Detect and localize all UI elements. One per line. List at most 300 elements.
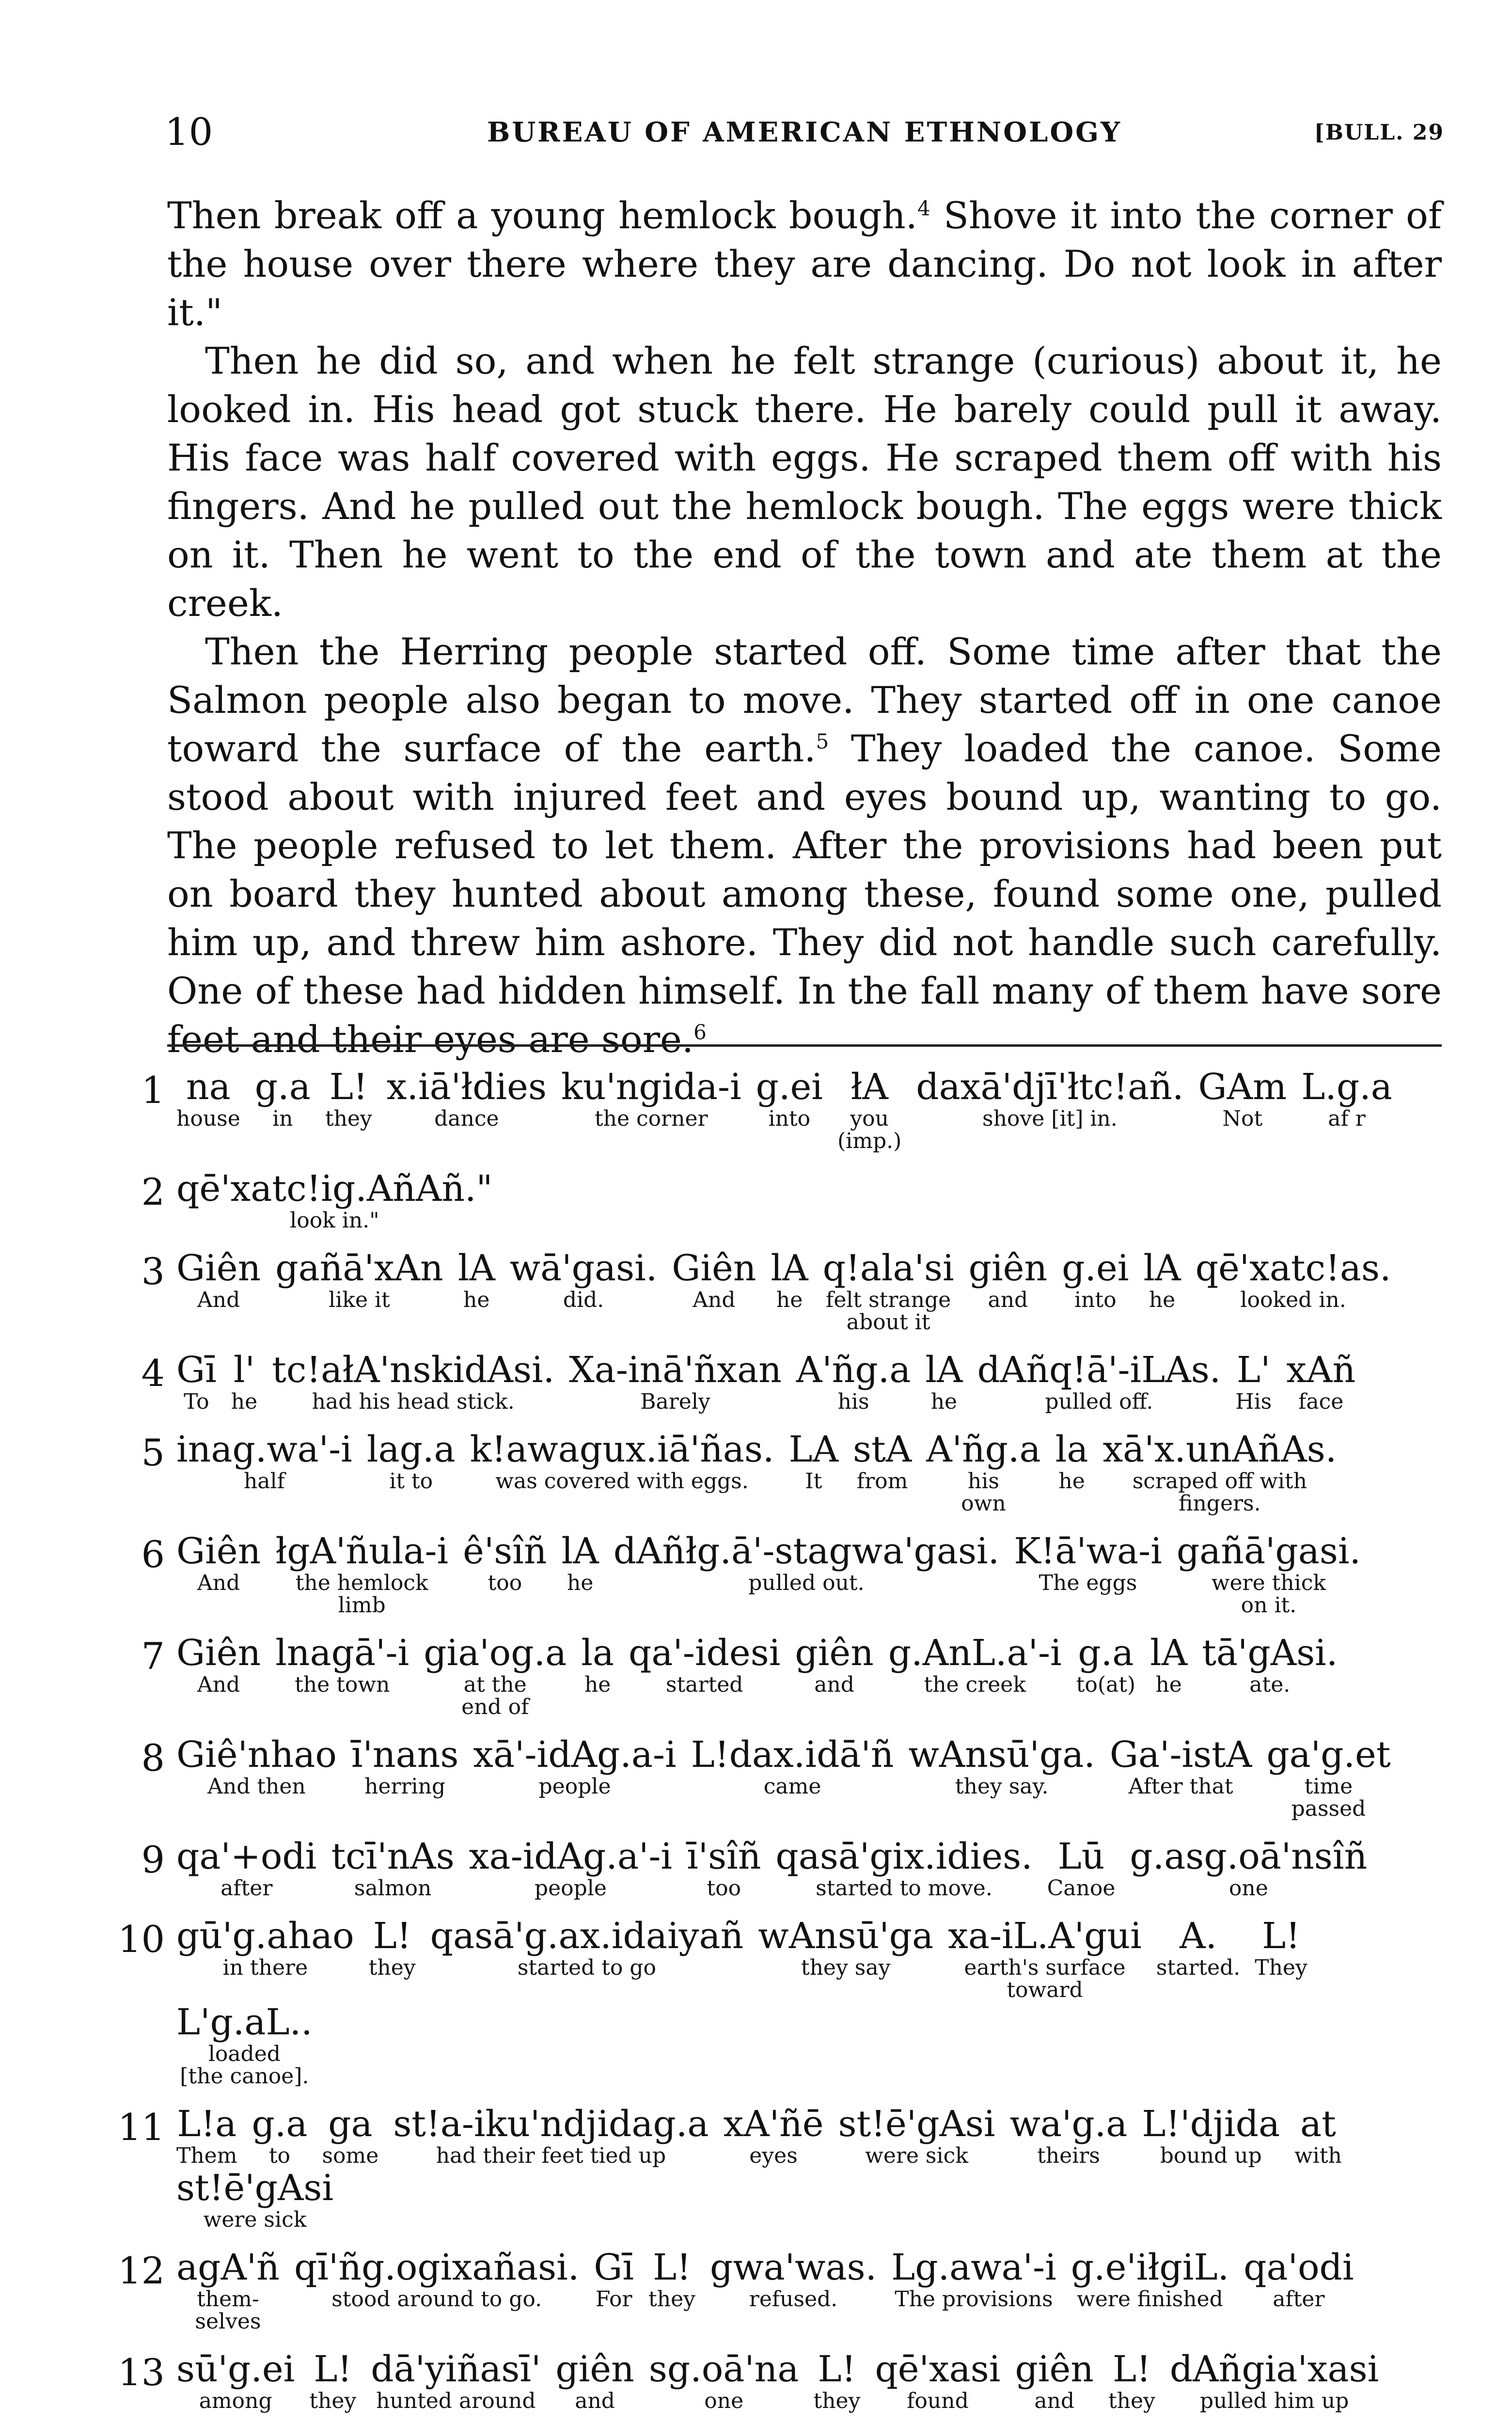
word-gloss-pair bbox=[1102, 1429, 1337, 1515]
word-gloss-pair bbox=[176, 1168, 493, 1232]
haida-word: L.g.a bbox=[1301, 1066, 1392, 1108]
english-gloss: he bbox=[231, 1389, 258, 1414]
english-gloss: at the end of bbox=[461, 1672, 529, 1719]
word-gloss-pair bbox=[823, 1247, 954, 1334]
word-gloss-pair bbox=[294, 2247, 579, 2311]
word-gloss-pair bbox=[176, 1734, 337, 1798]
haida-word: lag.a bbox=[366, 1429, 456, 1470]
english-gloss: they bbox=[309, 2389, 357, 2413]
word-gloss-pair bbox=[510, 1247, 657, 1311]
word-gloss-pair bbox=[771, 1247, 808, 1311]
haida-word: qa'-idesi bbox=[629, 1632, 781, 1674]
interlinear-line bbox=[111, 1168, 1449, 1232]
word-gloss-pair bbox=[387, 1066, 547, 1130]
english-gloss: the town bbox=[295, 1672, 390, 1697]
haida-word: Giên bbox=[176, 1530, 261, 1572]
haida-word: q!ala'si bbox=[822, 1247, 954, 1289]
english-gloss: scraped off with fingers. bbox=[1132, 1469, 1307, 1516]
english-gloss: The provisions bbox=[895, 2287, 1053, 2312]
haida-word: st!a-iku'ndjidag.a bbox=[393, 2103, 709, 2145]
english-gloss: them- selves bbox=[195, 2287, 261, 2334]
line-number: 1 bbox=[141, 1069, 165, 1112]
line-number: 11 bbox=[118, 2106, 165, 2149]
word-gloss-pair bbox=[176, 1247, 261, 1311]
word-gloss-pair bbox=[1076, 1632, 1135, 1696]
word-gloss-pair bbox=[309, 2348, 356, 2412]
english-gloss: The eggs bbox=[1039, 1571, 1137, 1595]
translation-prose bbox=[167, 191, 1442, 1064]
line-number: 13 bbox=[118, 2351, 165, 2394]
word-gloss-pair bbox=[908, 1734, 1095, 1798]
haida-word: xā'x.unAñAs. bbox=[1102, 1429, 1337, 1470]
haida-word: A'ñg.a bbox=[796, 1349, 911, 1391]
haida-word: ga'g.et bbox=[1266, 1734, 1391, 1776]
haida-word: lA bbox=[1150, 1632, 1188, 1674]
english-gloss: they bbox=[648, 2287, 695, 2312]
english-gloss: they bbox=[813, 2389, 861, 2413]
word-gloss-pair bbox=[1177, 1530, 1361, 1617]
word-gloss-pair bbox=[367, 1429, 456, 1493]
haida-word: lA bbox=[561, 1530, 599, 1572]
haida-word: inag.wa'-i bbox=[176, 1429, 352, 1470]
english-gloss: For bbox=[595, 2287, 632, 2312]
english-gloss: the creek bbox=[924, 1672, 1026, 1697]
haida-word: g.ei bbox=[1062, 1247, 1129, 1289]
english-gloss: they bbox=[1108, 2389, 1155, 2413]
word-gloss-pair bbox=[1071, 2247, 1229, 2311]
word-gloss-pair bbox=[853, 1429, 912, 1493]
haida-word: lnagā'-i bbox=[275, 1632, 410, 1674]
word-gloss-pair bbox=[1235, 1349, 1272, 1413]
haida-word: la bbox=[1055, 1429, 1088, 1470]
line-number: 6 bbox=[141, 1533, 165, 1576]
interlinear-line bbox=[111, 2348, 1449, 2412]
interlinear-line bbox=[111, 2247, 1449, 2333]
english-gloss: And then bbox=[207, 1774, 306, 1799]
haida-word: g.AnL.a'-i bbox=[888, 1632, 1062, 1674]
english-gloss: one bbox=[1228, 1876, 1268, 1901]
line-number: 10 bbox=[118, 1918, 165, 1961]
haida-word: lA bbox=[771, 1247, 808, 1289]
word-gloss-pair bbox=[255, 1066, 311, 1130]
word-gloss-pair bbox=[1062, 1247, 1129, 1311]
word-gloss-pair bbox=[926, 1429, 1040, 1515]
haida-word: ê'sîñ bbox=[463, 1530, 547, 1572]
interlinear-line bbox=[111, 1915, 1449, 2088]
haida-word: A. bbox=[1180, 1915, 1217, 1957]
word-gloss-pair bbox=[838, 2103, 995, 2167]
english-gloss: Canoe bbox=[1047, 1876, 1116, 1901]
english-gloss: They bbox=[1255, 1955, 1307, 1980]
word-gloss-pair bbox=[1150, 1632, 1187, 1696]
haida-word: xa-idAg.a'-i bbox=[469, 1836, 673, 1877]
english-gloss: started bbox=[665, 1672, 743, 1697]
english-gloss: came bbox=[763, 1774, 821, 1799]
footnote-ref: 6 bbox=[693, 1020, 707, 1044]
prose-text: Then he did so, and when he felt strange (curious) about it, he looked in. His head got stuck there. He barely could pull it away. His face was half covered with eggs. He scraped them off with his fingers. And he pulled out the hemlock bough. The eggs were thick on it. Then he went to the end of the town and ate them at the creek. bbox=[167, 339, 1442, 625]
word-gloss-pair bbox=[231, 1349, 257, 1413]
haida-word: daxā'djī'łtc!añ. bbox=[916, 1066, 1184, 1108]
english-gloss: it to bbox=[389, 1469, 433, 1494]
english-gloss: theirs bbox=[1037, 2143, 1100, 2168]
interlinear-line bbox=[111, 1247, 1449, 1334]
word-gloss-pair bbox=[837, 1066, 901, 1152]
interlinear-line bbox=[111, 1632, 1449, 1718]
page-number: 10 bbox=[165, 110, 213, 154]
line-number: 7 bbox=[141, 1635, 165, 1678]
haida-word: st!ē'gAsi bbox=[838, 2103, 995, 2145]
word-gloss-pair bbox=[629, 1632, 780, 1696]
haida-word: giên bbox=[968, 1247, 1048, 1289]
word-gloss-pair bbox=[796, 1349, 911, 1413]
haida-word: giên bbox=[795, 1632, 874, 1674]
word-gloss-pair bbox=[594, 2247, 634, 2311]
english-gloss: he bbox=[1155, 1672, 1182, 1697]
english-gloss: loaded [the canoe]. bbox=[180, 2042, 309, 2089]
haida-word: Lū bbox=[1057, 1836, 1105, 1877]
word-gloss-pair bbox=[1301, 1066, 1392, 1130]
word-gloss-pair bbox=[1010, 2103, 1128, 2167]
haida-word: L' bbox=[1237, 1349, 1271, 1391]
haida-word: k!awagux.iā'ñas. bbox=[470, 1429, 774, 1470]
word-gloss-pair bbox=[275, 1632, 409, 1696]
interlinear-line bbox=[111, 1836, 1449, 1900]
haida-word: L! bbox=[653, 2247, 691, 2288]
english-gloss: into bbox=[1074, 1288, 1117, 1312]
word-gloss-pair bbox=[176, 1349, 217, 1413]
haida-word: tc!ałA'nskidAsi. bbox=[272, 1349, 555, 1391]
word-gloss-pair bbox=[795, 1632, 874, 1696]
word-gloss-pair bbox=[325, 1066, 372, 1130]
english-gloss: shove [it] in. bbox=[982, 1106, 1118, 1131]
english-gloss: and bbox=[575, 2389, 615, 2413]
word-gloss-pair bbox=[176, 1632, 261, 1696]
word-gloss-pair bbox=[977, 1349, 1221, 1413]
haida-word: gia'og.a bbox=[424, 1632, 567, 1674]
word-gloss-pair bbox=[176, 1836, 316, 1900]
word-gloss-pair bbox=[948, 1915, 1142, 2001]
haida-word: qē'xatc!ig.AñAñ." bbox=[176, 1168, 493, 1210]
haida-word: L!'djida bbox=[1142, 2103, 1280, 2145]
english-gloss: he bbox=[776, 1288, 803, 1312]
english-gloss: house bbox=[176, 1106, 240, 1131]
haida-word: wa'g.a bbox=[1009, 2103, 1128, 2145]
english-gloss: were finished bbox=[1077, 2287, 1223, 2312]
english-gloss: he bbox=[1058, 1469, 1085, 1494]
word-gloss-pair bbox=[371, 2348, 541, 2412]
english-gloss: among bbox=[199, 2389, 272, 2413]
english-gloss: he bbox=[584, 1672, 611, 1697]
english-gloss: some bbox=[322, 2143, 379, 2168]
haida-word: g.a bbox=[254, 1066, 311, 1108]
english-gloss: from bbox=[856, 1469, 908, 1494]
english-gloss: pulled out. bbox=[748, 1571, 865, 1595]
haida-word: gañā'gasi. bbox=[1176, 1530, 1361, 1572]
haida-word: qasā'gix.idies. bbox=[775, 1836, 1033, 1877]
haida-word: L! bbox=[373, 1915, 411, 1957]
haida-word: ku'ngida-i bbox=[561, 1066, 741, 1108]
english-gloss: after bbox=[220, 1876, 273, 1901]
haida-word: ga bbox=[328, 2103, 373, 2145]
haida-word: xAñ bbox=[1286, 1349, 1356, 1391]
line-number: 4 bbox=[141, 1352, 165, 1395]
haida-word: sū'g.ei bbox=[176, 2348, 295, 2390]
haida-word: Xa-inā'ñxan bbox=[569, 1349, 782, 1391]
word-gloss-pair bbox=[176, 2167, 333, 2231]
english-gloss: After that bbox=[1128, 1774, 1233, 1799]
english-gloss: the corner bbox=[594, 1106, 708, 1131]
word-gloss-pair bbox=[463, 1530, 547, 1594]
english-gloss: people bbox=[538, 1774, 611, 1799]
english-gloss: And bbox=[693, 1288, 736, 1312]
prose-paragraph bbox=[167, 628, 1442, 1064]
haida-word: sg.oā'na bbox=[648, 2348, 799, 2390]
word-gloss-pair bbox=[569, 1349, 782, 1413]
word-gloss-pair bbox=[916, 1066, 1183, 1130]
footnote-ref: 5 bbox=[816, 729, 829, 754]
word-gloss-pair bbox=[176, 2247, 280, 2333]
english-gloss: had their feet tied up bbox=[436, 2143, 666, 2168]
word-gloss-pair bbox=[925, 1349, 962, 1413]
word-gloss-pair bbox=[614, 1530, 999, 1594]
word-gloss-pair bbox=[393, 2103, 709, 2167]
haida-word: Gī bbox=[176, 1349, 217, 1391]
haida-word: lA bbox=[1143, 1247, 1181, 1289]
haida-word: qasā'g.ax.idaiyañ bbox=[430, 1915, 744, 1957]
english-gloss: salmon bbox=[354, 1876, 432, 1901]
english-gloss: It bbox=[805, 1469, 822, 1494]
english-gloss: had his head stick. bbox=[312, 1389, 515, 1414]
english-gloss: did. bbox=[563, 1288, 604, 1312]
word-gloss-pair bbox=[1286, 1349, 1355, 1413]
english-gloss: Them bbox=[176, 2143, 237, 2168]
english-gloss: felt strange about it bbox=[826, 1288, 951, 1335]
word-gloss-pair bbox=[1047, 1836, 1116, 1900]
haida-word: dAñq!ā'-iLAs. bbox=[977, 1349, 1221, 1391]
english-gloss: ate. bbox=[1249, 1672, 1291, 1697]
haida-word: dā'yiñasī' bbox=[371, 2348, 541, 2390]
english-gloss: stood around to go. bbox=[331, 2287, 542, 2312]
section-divider bbox=[167, 1044, 1442, 1047]
english-gloss: bound up bbox=[1160, 2143, 1262, 2168]
word-gloss-pair bbox=[1108, 2348, 1155, 2412]
english-gloss: look in." bbox=[290, 1208, 379, 1233]
english-gloss: was covered with eggs. bbox=[495, 1469, 749, 1494]
haida-word: xa-iL.A'gui bbox=[948, 1915, 1142, 1957]
haida-word: wAnsū'ga. bbox=[908, 1734, 1095, 1776]
haida-word: xā'-idAg.a-i bbox=[473, 1734, 677, 1776]
footnote-ref: 4 bbox=[917, 196, 930, 220]
word-gloss-pair bbox=[470, 1429, 774, 1493]
english-gloss: he bbox=[567, 1571, 594, 1595]
haida-word: dAñgia'xasi bbox=[1169, 2348, 1379, 2390]
english-gloss: you (imp.) bbox=[837, 1106, 902, 1153]
english-gloss: in there bbox=[222, 1955, 308, 1980]
english-gloss: pulled him up bbox=[1199, 2389, 1349, 2413]
interlinear-line bbox=[111, 1734, 1449, 1820]
haida-word: LA bbox=[788, 1429, 839, 1470]
word-gloss-pair bbox=[1196, 1247, 1391, 1311]
haida-word: GAm bbox=[1198, 1066, 1287, 1108]
page-header bbox=[165, 110, 1444, 154]
word-gloss-pair bbox=[1015, 2348, 1094, 2412]
haida-word: l' bbox=[233, 1349, 255, 1391]
word-gloss-pair bbox=[458, 1247, 495, 1311]
english-gloss: his bbox=[837, 1389, 869, 1414]
haida-word: ī'sîñ bbox=[687, 1836, 761, 1877]
english-gloss: eyes bbox=[749, 2143, 798, 2168]
word-gloss-pair bbox=[969, 1247, 1048, 1311]
word-gloss-pair bbox=[724, 2103, 824, 2167]
word-gloss-pair bbox=[555, 2348, 634, 2412]
word-gloss-pair bbox=[648, 2247, 695, 2311]
haida-word: L!dax.idā'ñ bbox=[691, 1734, 894, 1776]
word-gloss-pair bbox=[1244, 2247, 1354, 2311]
haida-word: L! bbox=[329, 1066, 368, 1108]
english-gloss: and bbox=[814, 1672, 854, 1697]
haida-word: na bbox=[186, 1066, 231, 1108]
haida-word: Gī bbox=[594, 2247, 634, 2288]
english-gloss: and bbox=[1034, 2389, 1075, 2413]
word-gloss-pair bbox=[322, 2103, 378, 2167]
english-gloss: and bbox=[988, 1288, 1028, 1312]
line-number: 3 bbox=[141, 1250, 165, 1293]
english-gloss: His bbox=[1235, 1389, 1272, 1414]
word-gloss-pair bbox=[1142, 2103, 1280, 2167]
haida-word: łA bbox=[850, 1066, 888, 1108]
haida-word: gañā'xAn bbox=[275, 1247, 443, 1289]
english-gloss: hunted around bbox=[376, 2389, 536, 2413]
word-gloss-pair bbox=[176, 1915, 354, 1979]
english-gloss: face bbox=[1298, 1389, 1344, 1414]
haida-word: g.a bbox=[252, 2103, 308, 2145]
word-gloss-pair bbox=[176, 1530, 261, 1594]
haida-word: tā'gAsi. bbox=[1202, 1632, 1338, 1674]
word-gloss-pair bbox=[788, 1429, 838, 1493]
word-gloss-pair bbox=[649, 2348, 799, 2412]
prose-text: Shove it into the corner of the house over there where they are dancing. Do not look in after it." bbox=[167, 194, 1442, 334]
haida-word: x.iā'łdies bbox=[386, 1066, 547, 1108]
bulletin-number: [BULL. 29 bbox=[1314, 120, 1444, 145]
haida-word: g.a bbox=[1078, 1632, 1134, 1674]
haida-word: g.ei bbox=[756, 1066, 823, 1108]
haida-word: L! bbox=[314, 2348, 352, 2390]
word-gloss-pair bbox=[369, 1915, 416, 1979]
word-gloss-pair bbox=[1055, 1429, 1088, 1493]
word-gloss-pair bbox=[1130, 1836, 1367, 1900]
haida-word: qē'xatc!as. bbox=[1195, 1247, 1391, 1289]
haida-word: L! bbox=[818, 2348, 856, 2390]
word-gloss-pair bbox=[775, 1836, 1032, 1900]
running-title: BUREAU OF AMERICAN ETHNOLOGY bbox=[487, 116, 1122, 148]
word-gloss-pair bbox=[758, 1915, 933, 1979]
haida-word: K!ā'wa-i bbox=[1014, 1530, 1162, 1572]
haida-word: at bbox=[1300, 2103, 1336, 2145]
word-gloss-pair bbox=[176, 2103, 237, 2167]
word-gloss-pair bbox=[176, 1429, 352, 1493]
english-gloss: after bbox=[1273, 2287, 1325, 2312]
english-gloss: the hemlock limb bbox=[295, 1571, 428, 1618]
english-gloss: too bbox=[488, 1571, 522, 1595]
haida-word: agA'ñ bbox=[176, 2247, 280, 2288]
english-gloss: one bbox=[704, 2389, 744, 2413]
english-gloss: And bbox=[197, 1571, 240, 1595]
haida-word: lA bbox=[925, 1349, 963, 1391]
word-gloss-pair bbox=[1198, 1066, 1287, 1130]
word-gloss-pair bbox=[1014, 1530, 1162, 1594]
word-gloss-pair bbox=[351, 1734, 458, 1798]
word-gloss-pair bbox=[756, 1066, 823, 1130]
english-gloss: herring bbox=[364, 1774, 446, 1799]
word-gloss-pair bbox=[252, 2103, 307, 2167]
english-gloss: And bbox=[197, 1672, 240, 1697]
english-gloss: he bbox=[463, 1288, 490, 1312]
interlinear-line bbox=[111, 1530, 1449, 1617]
line-number: 5 bbox=[141, 1431, 165, 1474]
prose-text: Then the Herring people started off. Some time after that the Salmon people also began to move. They started off in one canoe toward the surface of the earth. bbox=[167, 630, 1442, 770]
prose-paragraph bbox=[167, 337, 1442, 628]
haida-word: Lg.awa'-i bbox=[891, 2247, 1056, 2288]
haida-word: tcī'nAs bbox=[331, 1836, 455, 1877]
word-gloss-pair bbox=[473, 1734, 676, 1798]
haida-word: stA bbox=[853, 1429, 912, 1470]
english-gloss: were sick bbox=[203, 2207, 307, 2232]
word-gloss-pair bbox=[561, 1066, 741, 1130]
haida-word: L! bbox=[1262, 1915, 1300, 1957]
english-gloss: found bbox=[907, 2389, 969, 2413]
english-gloss: started to move. bbox=[816, 1876, 992, 1901]
english-gloss: like it bbox=[329, 1288, 390, 1312]
word-gloss-pair bbox=[1156, 1915, 1240, 1979]
english-gloss: in bbox=[272, 1106, 293, 1131]
haida-word: g.e'iłgiL. bbox=[1071, 2247, 1229, 2288]
english-gloss: pulled off. bbox=[1045, 1389, 1153, 1414]
english-gloss: they say. bbox=[955, 1774, 1049, 1799]
haida-word: L'g.aL.. bbox=[176, 2001, 313, 2043]
english-gloss: too bbox=[707, 1876, 741, 1901]
haida-word: st!ē'gAsi bbox=[176, 2167, 334, 2209]
line-number: 2 bbox=[141, 1170, 165, 1213]
word-gloss-pair bbox=[891, 2247, 1056, 2311]
line-number: 8 bbox=[141, 1736, 165, 1779]
haida-word: L! bbox=[1112, 2348, 1151, 2390]
english-gloss: his own bbox=[961, 1469, 1006, 1516]
word-gloss-pair bbox=[424, 1632, 567, 1718]
word-gloss-pair bbox=[1110, 1734, 1252, 1798]
prose-text: Then break off a young hemlock bough. bbox=[167, 194, 917, 237]
english-gloss: to(at) bbox=[1076, 1672, 1136, 1697]
english-gloss: were thick on it. bbox=[1211, 1571, 1326, 1618]
english-gloss: earth's surface toward bbox=[964, 1955, 1126, 2002]
english-gloss: started to go bbox=[517, 1955, 657, 1980]
word-gloss-pair bbox=[581, 1632, 614, 1696]
haida-word: qē'xasi bbox=[875, 2348, 1001, 2390]
english-gloss: with bbox=[1294, 2143, 1342, 2168]
interlinear-line bbox=[111, 1066, 1449, 1152]
english-gloss: Not bbox=[1222, 1106, 1263, 1131]
prose-paragraph bbox=[167, 191, 1442, 337]
word-gloss-pair bbox=[176, 1066, 240, 1130]
english-gloss: they bbox=[368, 1955, 416, 1980]
word-gloss-pair bbox=[687, 1836, 761, 1900]
haida-word: wAnsū'ga bbox=[758, 1915, 934, 1957]
english-gloss: af r bbox=[1328, 1106, 1366, 1131]
haida-word: Ga'-istA bbox=[1109, 1734, 1252, 1776]
word-gloss-pair bbox=[275, 1530, 448, 1617]
haida-word: L!a bbox=[177, 2103, 237, 2145]
haida-word: g.asg.oā'nsîñ bbox=[1130, 1836, 1368, 1877]
haida-word: ī'nans bbox=[351, 1734, 459, 1776]
